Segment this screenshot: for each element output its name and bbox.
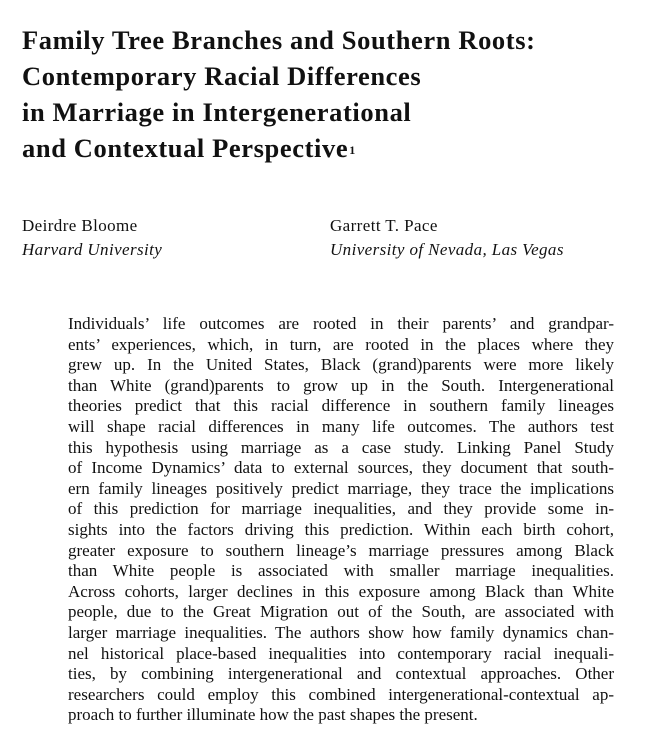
abstract-line: this hypothesis using marriage as a case study. Linking Panel Study [68,437,614,457]
title-line: Contemporary Racial Differences [22,61,422,91]
author-block [22,214,162,262]
abstract-line: proach to further illuminate how the past shapes the present. [68,705,478,725]
title-line-text: and Contextual Perspective [22,133,349,163]
author-name: Deirdre Bloome [22,216,138,235]
abstract-line: than White people is associated with smaller marriage inequalities. [68,561,614,581]
abstract-line: ents’ experiences, which, in turn, are rooted in the places where they [68,334,614,354]
abstract-line: grew up. In the United States, Black (grand)parents were more likely [68,355,614,375]
abstract-line: will shape racial differences in many life outcomes. The authors test [68,416,614,436]
title-line: in Marriage in Intergenerational [22,97,412,127]
author-block [330,214,564,262]
abstract-line: ties, by combining intergenerational and contextual approaches. Other [68,664,614,684]
author-affiliation: Harvard University [22,240,163,259]
abstract-line: people, due to the Great Migration out of the South, are associated with [68,602,614,622]
abstract-line: Across cohorts, larger declines in this exposure among Black than White [68,581,614,601]
abstract-line: than White (grand)parents to grow up in the South. Intergenerational [68,375,614,395]
title-line: Family Tree Branches and Southern Roots: [22,25,536,55]
title-line [22,130,642,166]
abstract-line: sights into the factors driving this prediction. Within each birth cohort, [68,519,614,539]
title-footnote-mark[interactable]: 1 [349,143,356,157]
abstract-line: of Income Dynamics’ data to external sources, they document that south- [68,458,614,478]
paper-title [22,22,642,166]
abstract-line: researchers could employ this combined intergenerational-contextual ap- [68,684,614,704]
abstract-line: theories predict that this racial difference in southern family lineages [68,396,614,416]
abstract-line: ern family lineages positively predict marriage, they trace the implications [68,478,614,498]
author-name: Garrett T. Pace [330,216,438,235]
abstract-line: of this prediction for marriage inequalities, and they provide some in- [68,499,614,519]
abstract-line: greater exposure to southern lineage’s marriage pressures among Black [68,540,614,560]
abstract [68,314,614,726]
abstract-line: Individuals’ life outcomes are rooted in their parents’ and grandpar- [68,314,614,333]
author-affiliation: University of Nevada, Las Vegas [330,240,564,259]
abstract-line: larger marriage inequalities. The authors show how family dynamics chan- [68,622,614,642]
abstract-line: nel historical place-based inequalities into contemporary racial inequali- [68,643,614,663]
